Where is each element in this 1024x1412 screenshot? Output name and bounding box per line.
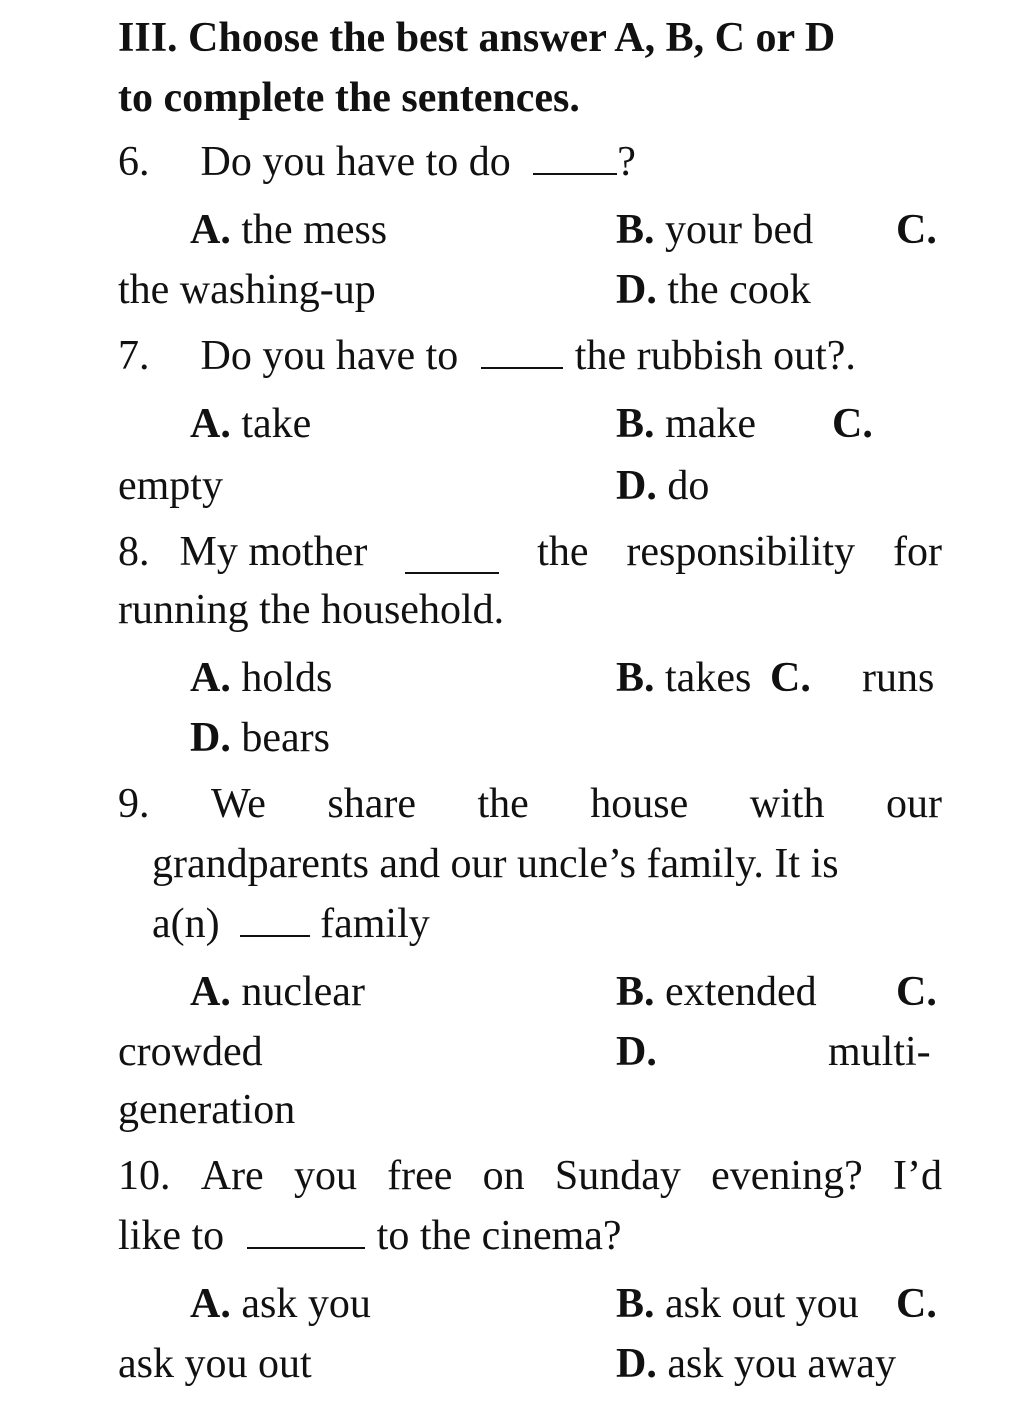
question-text: like to <box>118 1213 225 1259</box>
option-c-text[interactable]: ask you out <box>118 1341 312 1387</box>
question-number: 6. <box>118 139 150 185</box>
question-text-end: family <box>320 901 430 947</box>
option-b[interactable]: B. extended <box>616 969 817 1015</box>
question-8-continuation: running the household. <box>118 587 505 633</box>
section-heading-line-1: III. Choose the best answer A, B, C or D <box>118 15 836 61</box>
question-word: free <box>387 1153 453 1199</box>
question-text-end: ? <box>617 139 636 185</box>
question-word: We <box>210 781 266 827</box>
question-9 <box>118 774 942 834</box>
option-b[interactable]: B. ask out you <box>616 1281 859 1327</box>
question-10 <box>118 1146 942 1206</box>
question-word: evening? <box>711 1153 863 1199</box>
question-lead <box>118 522 367 582</box>
option-b[interactable]: B. make <box>616 401 756 447</box>
answer-blank[interactable] <box>247 1211 365 1249</box>
option-c-label[interactable]: C. <box>832 401 873 447</box>
question-9-line-2: grandparents and our uncle’s family. It is <box>152 841 839 887</box>
question-9-line-3 <box>152 894 430 954</box>
question-word: responsibility <box>626 529 856 575</box>
question-word: the <box>477 781 529 827</box>
option-c-text[interactable]: empty <box>118 463 223 509</box>
question-6 <box>118 132 942 192</box>
question-word: on <box>482 1153 525 1199</box>
option-d-text[interactable]: multi- <box>828 1029 931 1075</box>
option-c-text[interactable]: runs <box>862 655 935 701</box>
option-d[interactable]: D. the cook <box>616 267 811 313</box>
question-word: Are <box>200 1153 264 1199</box>
question-number: 7. <box>118 333 150 379</box>
section-heading-line-2: to complete the sentences. <box>118 75 580 121</box>
option-a[interactable]: A. the mess <box>190 207 388 253</box>
answer-blank[interactable] <box>481 331 563 369</box>
option-c-label[interactable]: C. <box>896 207 937 253</box>
question-number: 10. <box>118 1153 171 1199</box>
question-text: a(n) <box>152 901 220 947</box>
question-8 <box>118 522 942 582</box>
question-text-end: the rubbish out?. <box>574 333 856 379</box>
option-a[interactable]: A. nuclear <box>190 969 365 1015</box>
option-a[interactable]: A. ask you <box>190 1281 371 1327</box>
option-d[interactable]: D. bears <box>190 715 330 761</box>
option-c-text[interactable]: crowded <box>118 1029 263 1075</box>
question-text-end: to the cinema? <box>376 1213 622 1259</box>
question-word: I’d <box>892 1153 942 1199</box>
option-b[interactable]: B. takes <box>616 655 752 701</box>
question-text: My mother <box>179 529 368 575</box>
question-text: Do you have to do <box>200 139 511 185</box>
option-d-label[interactable]: D. <box>616 1029 657 1075</box>
question-10-line-2 <box>118 1206 622 1266</box>
option-c-label[interactable]: C. <box>770 655 811 701</box>
answer-blank[interactable] <box>405 536 499 574</box>
question-word: house <box>590 781 689 827</box>
option-c-label[interactable]: C. <box>896 1281 937 1327</box>
question-text: Do you have to <box>200 333 459 379</box>
question-word: you <box>293 1153 357 1199</box>
option-b[interactable]: B. your bed <box>616 207 814 253</box>
option-d[interactable]: D. ask you away <box>616 1341 896 1387</box>
question-word: share <box>327 781 417 827</box>
question-number: 8. <box>118 529 150 575</box>
option-a[interactable]: A. holds <box>190 655 333 701</box>
option-d[interactable]: D. do <box>616 463 710 509</box>
question-number: 9. <box>118 781 150 827</box>
option-a[interactable]: A. take <box>190 401 312 447</box>
option-c-label[interactable]: C. <box>896 969 937 1015</box>
answer-blank[interactable] <box>240 899 310 937</box>
question-word: Sunday <box>554 1153 681 1199</box>
question-7 <box>118 326 942 386</box>
question-word: with <box>749 781 825 827</box>
option-d-text-continued[interactable]: generation <box>118 1087 296 1133</box>
question-word: for <box>892 529 942 575</box>
question-word: our <box>885 781 942 827</box>
option-c-text[interactable]: the washing-up <box>118 267 376 313</box>
question-word: the <box>537 529 589 575</box>
answer-blank[interactable] <box>533 137 617 175</box>
